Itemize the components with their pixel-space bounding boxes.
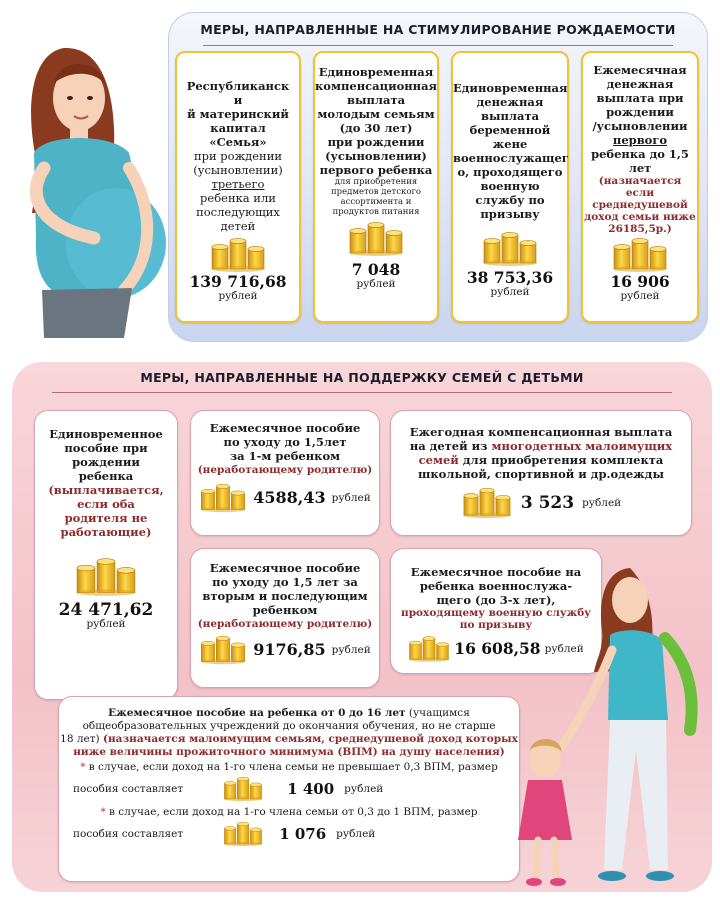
card3-line: военнослужащег <box>453 151 569 165</box>
child16-title: Ежемесячное пособие на ребенка от 0 до 16 лет <box>108 707 406 719</box>
annual-unit: рублей <box>582 497 622 509</box>
child16-unit: рублей <box>336 827 376 840</box>
card1-line: и <box>233 93 243 107</box>
child16-note: (назначается малоимущим семьям, среднедушевой доход которых <box>102 733 518 745</box>
child16-condition: в случае, если доход на 1-го члена семьи не превышает 0,3 ВПМ, размер <box>88 761 498 773</box>
card3-line: призыву <box>480 207 540 221</box>
card2-amount: 7 048 <box>351 260 401 279</box>
coin-stack-icon <box>461 487 513 519</box>
birth-unit: рублей <box>86 618 126 630</box>
child16-line: 18 лет) <box>60 733 100 745</box>
monthly-first-child-card <box>581 51 699 323</box>
card4-line: /усыновлении <box>592 119 688 133</box>
card1-line: детей <box>220 219 256 233</box>
annual-amount: 3 523 <box>520 493 575 513</box>
coin-stack-icon <box>223 776 263 802</box>
card4-note: 26185,5р.) <box>608 223 672 235</box>
card2-small: ассортимента и <box>340 197 412 207</box>
card3-line: выплата <box>480 109 540 123</box>
care2-note: (неработающему родителю) <box>197 618 373 630</box>
card4-line: Ежемесячная <box>593 63 687 77</box>
card2-line: выплата <box>346 93 406 107</box>
card3-line: о, проходящего <box>457 165 563 179</box>
birth-note: если оба <box>77 497 135 511</box>
care1-unit: рублей <box>331 492 371 504</box>
child16-condition: в случае, если доход на 1-го члена семьи от 0,3 до 1 ВПМ, размер <box>109 806 478 818</box>
child16-amount1: 1 400 <box>287 779 335 798</box>
annual-line: на детей из <box>409 439 488 453</box>
card2-line: (до 30 лет) <box>339 121 413 135</box>
care2-unit: рублей <box>331 644 371 656</box>
child16-amount2: 1 076 <box>279 824 327 843</box>
child16-note: ниже величины прожиточного минимума (ВПМ) на душу населения) <box>73 746 505 758</box>
annual-line: Ежегодная компенсационная выплата <box>409 425 673 439</box>
card3-line: службу по <box>475 193 545 207</box>
card4-note: доход семьи ниже <box>584 211 696 223</box>
card2-small: продуктов питания <box>332 207 420 217</box>
card1-line: капитал <box>210 121 266 135</box>
military-note: проходящему военную службу <box>401 607 591 619</box>
card4-line: лет <box>628 161 652 175</box>
asterisk-mark: * <box>80 761 86 773</box>
card3-amount: 38 753,36 <box>466 268 554 287</box>
card1-amount: 139 716,68 <box>189 272 287 291</box>
care2-line: Ежемесячное пособие <box>209 561 361 575</box>
section1-divider <box>203 45 673 46</box>
card1-line: (усыновлении) <box>193 163 283 177</box>
card2-line: молодым семьям <box>317 107 435 121</box>
birth-note: работающие) <box>60 525 152 539</box>
care2-line: ребенком <box>252 603 318 617</box>
asterisk-mark: * <box>100 806 106 818</box>
child16-line: общеобразовательных учреждений до окончания обучения, но не старше <box>82 720 496 732</box>
pregnant-woman-illustration <box>4 28 172 338</box>
birth-line: ребенка <box>78 469 134 483</box>
card4-unit: рублей <box>620 290 660 302</box>
card3-unit: рублей <box>490 286 530 298</box>
card4-note: (назначается если <box>598 175 682 199</box>
military-line: Ежемесячное пособие на <box>410 565 582 579</box>
military-line: ребенка военнослужа- <box>419 579 573 593</box>
card3-line: Единовременная <box>453 81 568 95</box>
birth-note: (выплачивается, <box>48 483 164 497</box>
annual-line: школьной, спортивной и др.одежды <box>418 467 664 481</box>
annual-highlight: многодетных малоимущих <box>491 439 673 453</box>
card1-line: при рождении <box>193 149 283 163</box>
birth-note: родителя не <box>64 511 148 525</box>
card2-unit: рублей <box>356 278 396 290</box>
card2-line: (усыновлении) <box>325 149 427 163</box>
birth-line: пособие при <box>64 441 148 455</box>
birth-stimulation-panel <box>168 12 708 342</box>
military-wife-payment-card <box>451 51 569 323</box>
coin-stack-icon <box>210 237 266 273</box>
card3-line: беременной жене <box>469 123 551 151</box>
young-family-payment-card <box>313 51 439 323</box>
care1-amount: 4588,43 <box>253 488 326 507</box>
child-0-16-card <box>58 696 520 882</box>
care2-line: вторым и последующим <box>202 589 368 603</box>
military-line: щего (до 3-х лет), <box>436 593 556 607</box>
section2-divider <box>52 392 672 393</box>
card3-line: денежная <box>476 95 544 109</box>
birth-amount: 24 471,62 <box>58 600 154 620</box>
card4-note: среднедушевой <box>592 199 688 211</box>
military-amount: 16 608,58 <box>454 639 541 658</box>
card2-line: при рождении <box>327 135 425 149</box>
coin-stack-icon <box>199 635 247 665</box>
card2-line: первого ребенка <box>319 163 433 177</box>
mother-and-child-illustration <box>500 560 716 898</box>
child16-line: (учащимся <box>408 707 470 719</box>
card3-line: военную <box>480 179 540 193</box>
coin-stack-icon <box>482 231 538 267</box>
maternity-capital-card <box>175 51 301 323</box>
card4-line: рождении <box>606 105 674 119</box>
card1-line: Республиканск <box>186 79 290 93</box>
birth-line: Единовременное <box>49 427 163 441</box>
care1-line: за 1-м ребенком <box>229 449 341 463</box>
card1-line: последующих <box>196 205 280 219</box>
card2-small: предметов детского <box>330 187 422 197</box>
section1-title: МЕРЫ, НАПРАВЛЕННЫЕ НА СТИМУЛИРОВАНИЕ РОЖДАЕМОСТИ <box>200 22 676 37</box>
section2-title: МЕРЫ, НАПРАВЛЕННЫЕ НА ПОДДЕРЖКУ СЕМЕЙ С ДЕТЬМИ <box>140 370 584 385</box>
birth-allowance-card <box>34 410 178 700</box>
card4-amount: 16 906 <box>610 272 670 291</box>
military-unit: рублей <box>544 643 584 655</box>
card1-unit: рублей <box>218 290 258 302</box>
card4-line: денежная <box>606 77 674 91</box>
care2-line: по уходу до 1,5 лет за <box>212 575 358 589</box>
coin-stack-icon <box>408 635 450 663</box>
card1-line: й материнский <box>187 107 289 121</box>
annual-line: для приобретения комплекта <box>462 453 664 467</box>
card1-line: «Семья» <box>209 135 267 149</box>
card4-underlined: первого <box>612 133 668 147</box>
child16-label: пособия составляет <box>73 782 184 795</box>
care2-amount: 9176,85 <box>253 640 326 659</box>
care1-line: Ежемесячное пособие <box>209 421 361 435</box>
card2-line: Единовременная <box>318 65 434 79</box>
card2-line: компенсационная <box>315 79 438 93</box>
annual-highlight: семей <box>418 453 459 467</box>
card1-line: ребенка или <box>200 191 276 205</box>
care-second-child-card <box>190 548 380 688</box>
birth-line: рождении <box>72 455 140 469</box>
annual-compensation-card <box>390 410 692 536</box>
care1-note: (неработающему родителю) <box>197 464 373 476</box>
child16-label: пособия составляет <box>73 827 184 840</box>
coin-stack-icon <box>74 557 138 597</box>
coin-stack-icon <box>612 237 668 273</box>
card4-line: выплата при <box>596 91 684 105</box>
coin-stack-icon <box>348 221 404 257</box>
card1-underlined: третьего <box>211 177 265 191</box>
coin-stack-icon <box>223 821 263 847</box>
child16-unit: рублей <box>344 782 384 795</box>
card4-line: ребенка до 1,5 <box>591 147 689 161</box>
card2-small: для приобретения <box>334 177 418 187</box>
coin-stack-icon <box>199 483 247 513</box>
care-first-child-card <box>190 410 380 536</box>
military-note: по призыву <box>459 619 533 631</box>
care1-line: по уходу до 1,5лет <box>223 435 347 449</box>
